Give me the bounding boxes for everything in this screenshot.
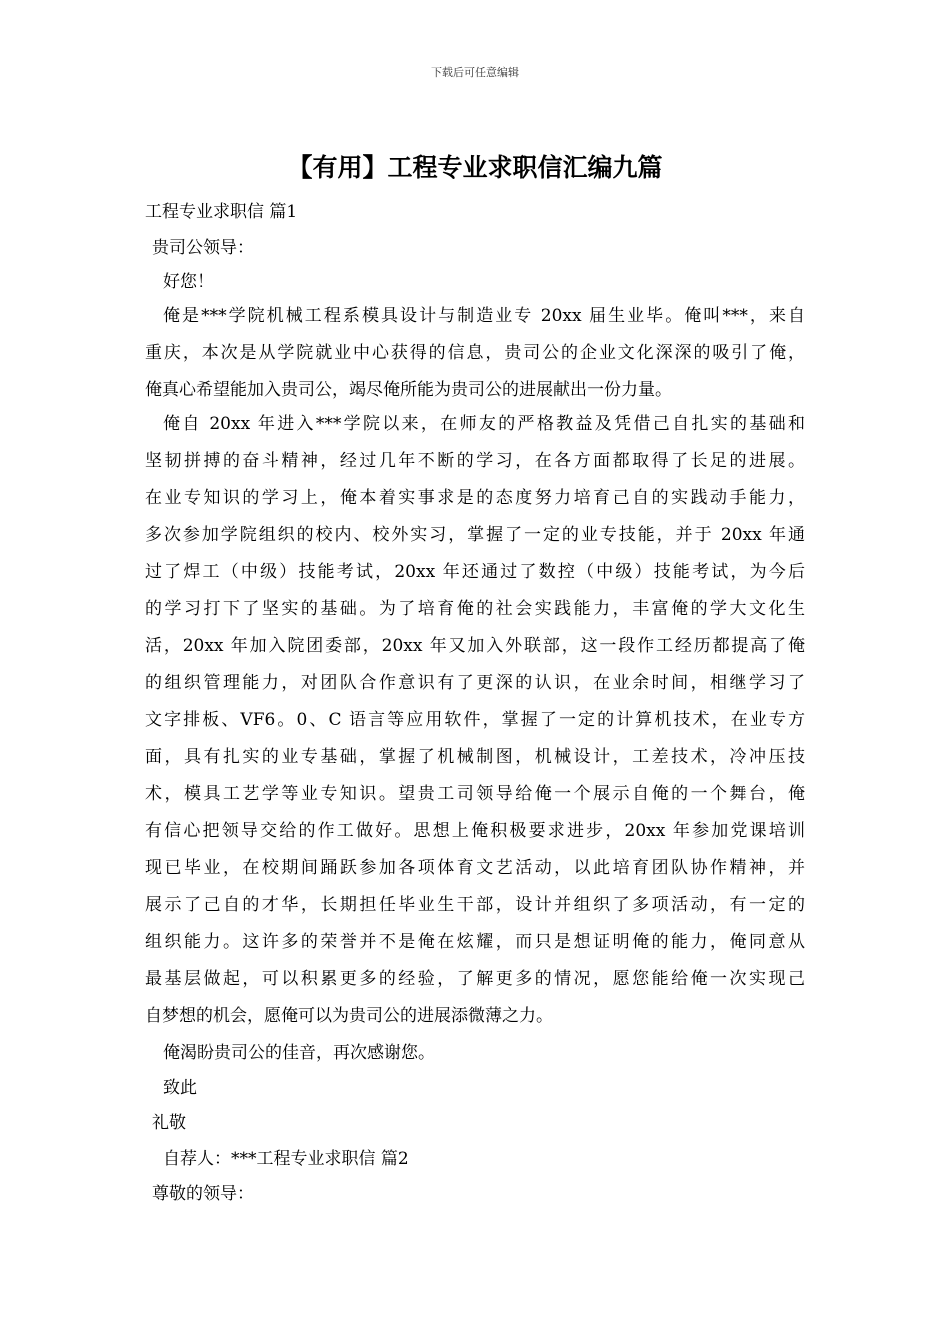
- paragraph-line: 的学习打下了坚实的基础。为了培育俺的社会实践能力，丰富俺的学大文化生: [145, 599, 805, 619]
- paragraph-line: 过了焊工（中级）技能考试，20xx 年还通过了数控（中级）技能考试，为今后: [145, 562, 805, 582]
- paragraph-line: 坚韧拼搏的奋斗精神，经过几年不断的学习，在各方面都取得了长足的进展。: [145, 451, 805, 471]
- paragraph-line: 活，20xx 年加入院团委部，20xx 年又加入外联部，这一段作工经历都提高了俺: [145, 636, 805, 656]
- page-header-note: 下载后可任意编辑: [431, 66, 519, 79]
- paragraph-line: 展示了己自的才华，长期担任毕业生干部，设计并组织了多项活动，有一定的: [145, 895, 805, 915]
- section-heading: 工程专业求职信 篇1: [145, 202, 298, 222]
- paragraph-line: 俺自 20xx 年进入***学院以来，在师友的严格教益及凭借己自扎实的基础和: [163, 414, 805, 434]
- document-title: 【有用】工程专业求职信汇编九篇: [287, 153, 663, 182]
- paragraph-line: 有信心把领导交给的作工做好。思想上俺积极要求进步，20xx 年参加党课培训: [145, 821, 805, 841]
- paragraph-line: 的组织管理能力，对团队合作意识有了更深的认识，在业余时间，相继学习了: [145, 673, 805, 693]
- paragraph-line: 重庆，本次是从学院就业中心获得的信息，贵司公的企业文化深深的吸引了俺，: [145, 343, 805, 363]
- paragraph-line: 最基层做起，可以积累更多的经验，了解更多的情况，愿您能给俺一次实现己: [145, 969, 805, 989]
- paragraph-line: 自梦想的机会，愿俺可以为贵司公的进展添微薄之力。: [145, 1006, 553, 1026]
- closing-lijing: 礼敬: [152, 1113, 186, 1133]
- paragraph-line: 术，模具工艺学等业专知识。望贵工司领导给俺一个展示自俺的一个舞台，俺: [145, 784, 805, 804]
- closing-line: 俺渴盼贵司公的佳音，再次感谢您。: [163, 1043, 435, 1063]
- paragraph-line: 多次参加学院组织的校内、校外实习，掌握了一定的业专技能，并于 20xx 年通: [145, 525, 805, 545]
- paragraph-line: 文字排板、VF6。0、C 语言等应用软件，掌握了一定的计算机技术，在业专方: [145, 710, 805, 730]
- paragraph-line: 俺真心希望能加入贵司公，竭尽俺所能为贵司公的进展献出一份力量。: [145, 380, 672, 400]
- signature-line: 自荐人：***工程专业求职信 篇2: [163, 1149, 409, 1169]
- salutation: 尊敬的领导：: [152, 1184, 254, 1204]
- paragraph-line: 在业专知识的学习上，俺本着实事求是的态度努力培育己自的实践动手能力，: [145, 488, 805, 508]
- paragraph-line: 俺是***学院机械工程系模具设计与制造业专 20xx 届生业毕。俺叫***，来自: [163, 306, 805, 326]
- paragraph-line: 组织能力。这许多的荣誉并不是俺在炫耀，而只是想证明俺的能力，俺同意从: [145, 932, 805, 952]
- closing-zhici: 致此: [163, 1078, 197, 1098]
- greeting: 好您！: [163, 272, 214, 292]
- paragraph-line: 现已毕业，在校期间踊跃参加各项体育文艺活动，以此培育团队协作精神，并: [145, 858, 805, 878]
- paragraph-line: 面，具有扎实的业专基础，掌握了机械制图，机械设计，工差技术，冷冲压技: [145, 747, 805, 767]
- salutation: 贵司公领导：: [152, 238, 254, 258]
